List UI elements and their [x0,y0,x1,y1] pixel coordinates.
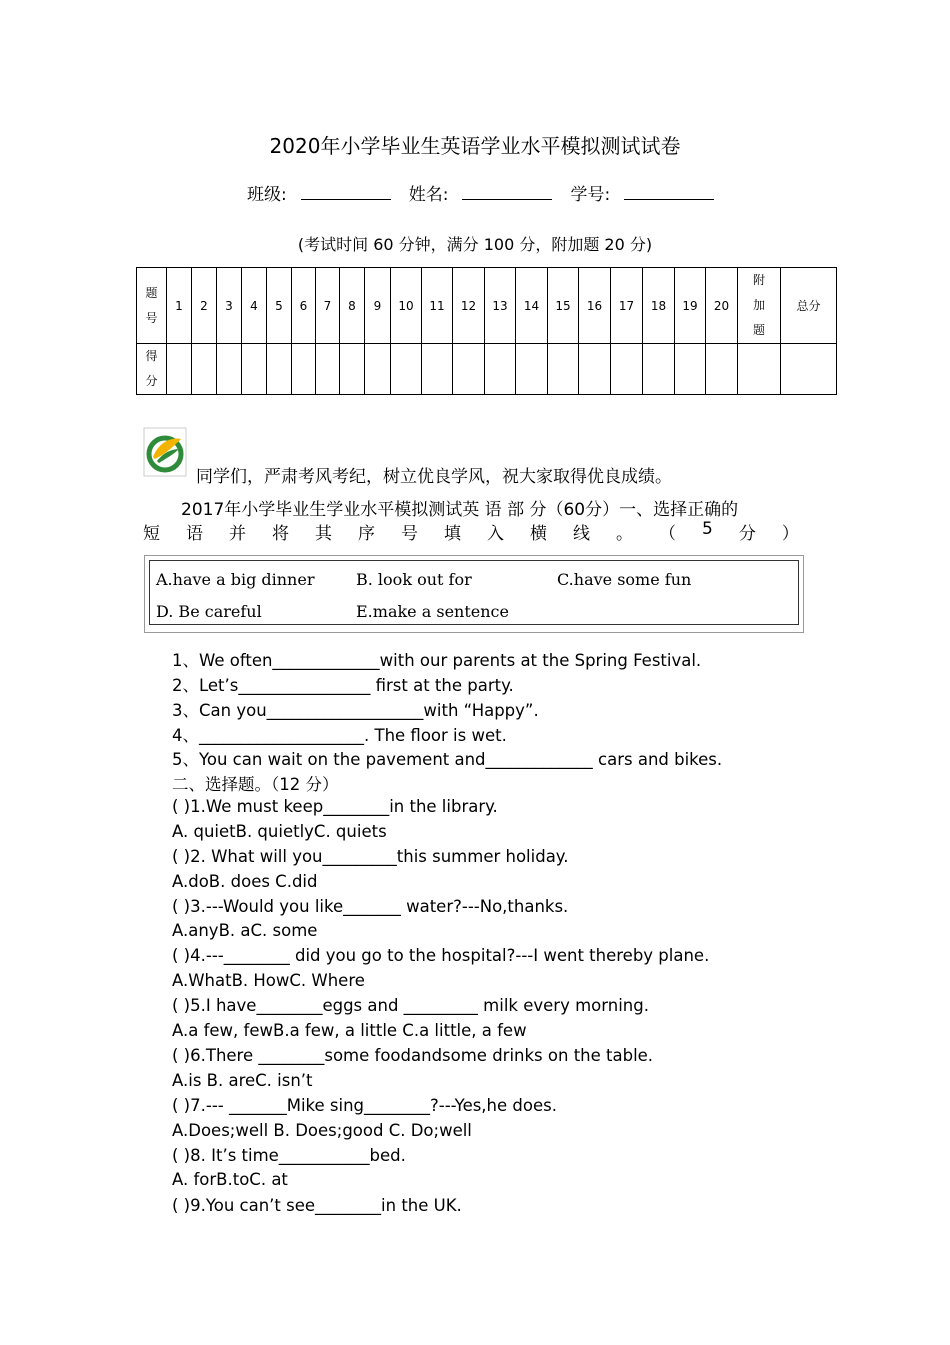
choice-question-6: ( )6.There ________some foodandsome drinks on the table. [172,1046,654,1065]
fill-question-4: 4、____________________. The floor is wet. [172,726,507,745]
page-title: 2020年小学毕业生英语学业水平模拟测试试卷 [269,134,681,158]
choice-options-6: A.is B. areC. isn’t [172,1071,313,1090]
score-cell[interactable] [485,344,516,395]
class-blank[interactable] [301,183,391,200]
choice-question-2: ( )2. What will you_________this summer holiday. [172,847,569,866]
leaf-logo-icon [143,427,187,477]
question-number: 6 [292,268,316,344]
section-two-heading: 二、选择题。（12 分） [172,775,339,794]
question-number: 16 [579,268,611,344]
score-cell[interactable] [242,344,267,395]
score-cell[interactable] [611,344,643,395]
option-b: B. look out for [356,570,472,589]
option-c: C.have some fun [557,570,692,589]
option-d: D. Be careful [156,602,262,621]
score-cell[interactable] [167,344,192,395]
fill-question-2: 2、Let’s________________ first at the party. [172,676,514,695]
question-number: 3 [217,268,242,344]
score-cell[interactable] [365,344,391,395]
choice-question-4: ( )4.---________ did you go to the hospital?---I went thereby plane. [172,946,710,965]
class-label: 班级: [247,185,287,205]
choice-options-8: A. forB.toC. at [172,1170,288,1189]
choice-options-1: A. quietB. quietlyC. quiets [172,822,387,841]
choice-question-5: ( )5.I have________eggs and _________ milk every morning. [172,996,649,1015]
question-number: 8 [340,268,365,344]
question-number: 19 [675,268,706,344]
id-blank[interactable] [624,183,714,200]
question-number: 10 [391,268,422,344]
fill-question-3: 3、Can you___________________with “Happy”. [172,701,539,720]
question-number: 13 [485,268,516,344]
question-number: 14 [516,268,548,344]
question-number: 4 [242,268,267,344]
score-cell[interactable] [340,344,365,395]
score-cell[interactable] [267,344,292,395]
choice-options-7: A.Does;well B. Does;good C. Do;well [172,1121,472,1140]
score-cell[interactable] [675,344,706,395]
fill-question-1: 1、We often_____________with our parents at the Spring Festival. [172,651,702,670]
score-cell[interactable] [422,344,453,395]
question-number: 1 [167,268,192,344]
question-number: 18 [643,268,675,344]
question-number: 11 [422,268,453,344]
question-number: 20 [706,268,738,344]
section-one-heading-continued: 短 语 并 将 其 序 号 填 入 横 线 。 （ 5 分 ） [143,519,799,544]
question-number: 12 [453,268,485,344]
score-cell[interactable] [391,344,422,395]
section-one-heading: 2017年小学毕业生学业水平模拟测试英 语 部 分（60分）一、选择正确的 [181,500,739,520]
score-cell[interactable] [738,344,781,395]
score-cell[interactable] [579,344,611,395]
id-label: 学号: [570,185,611,205]
student-info [247,180,732,205]
slogan: 同学们，严肃考风考纪，树立优良学风，祝大家取得优良成绩。 [196,467,672,487]
name-label: 姓名: [408,185,449,205]
fill-question-5: 5、You can wait on the pavement and_____________ cars and bikes. [172,750,723,769]
score-cell[interactable] [548,344,579,395]
options-box [144,555,804,633]
choice-question-9: ( )9.You can’t see________in the UK. [172,1196,462,1215]
score-cell[interactable] [516,344,548,395]
row-label-title-number: 题 号 [137,268,167,344]
score-cell[interactable] [217,344,242,395]
question-number: 17 [611,268,643,344]
score-cell[interactable] [643,344,675,395]
score-table [136,267,837,395]
score-cell[interactable] [316,344,340,395]
choice-options-4: A.WhatB. HowC. Where [172,971,365,990]
question-number: 7 [316,268,340,344]
choice-options-2: A.doB. does C.did [172,872,318,891]
total-score-label: 总分 [781,268,837,344]
score-cell[interactable] [192,344,217,395]
name-blank[interactable] [462,183,552,200]
options-inner-frame [149,560,799,625]
question-number: 9 [365,268,391,344]
option-a: A.have a big dinner [156,570,315,589]
option-e: E.make a sentence [356,602,509,621]
choice-question-7: ( )7.--- _______Mike sing________?---Yes,he does. [172,1096,557,1115]
choice-question-3: ( )3.---Would you like_______ water?---No,thanks. [172,897,569,916]
choice-options-3: A.anyB. aC. some [172,921,318,940]
choice-options-5: A.a few, fewB.a few, a little C.a little, a few [172,1021,527,1040]
row-label-score: 得 分 [137,344,167,395]
score-cell[interactable] [706,344,738,395]
choice-question-8: ( )8. It’s time___________bed. [172,1146,406,1165]
exam-note: (考试时间 60 分钟，满分 100 分，附加题 20 分) [297,235,653,254]
question-number: 15 [548,268,579,344]
question-number: 2 [192,268,217,344]
question-number: 5 [267,268,292,344]
choice-question-1: ( )1.We must keep________in the library. [172,797,498,816]
extra-question-label: 附 加 题 [738,268,781,344]
score-cell[interactable] [292,344,316,395]
score-cell[interactable] [453,344,485,395]
score-cell[interactable] [781,344,837,395]
